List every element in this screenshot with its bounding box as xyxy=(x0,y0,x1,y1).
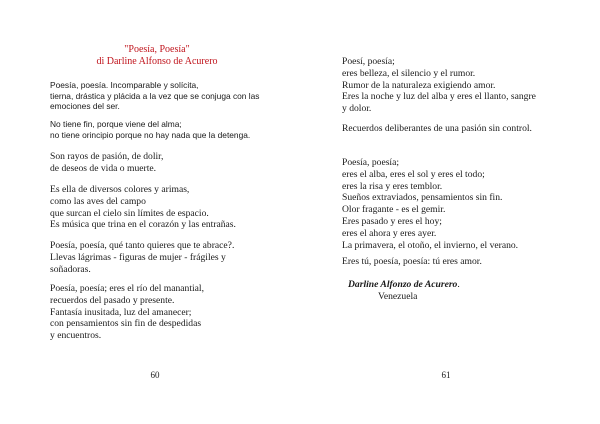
signature-name: Darline Alfonzo de Acurero xyxy=(348,279,458,290)
intro-paragraph-2: No tiene fin, porque viene del alma; no tiene orincipio porque no hay nada que la detenga. xyxy=(50,119,251,140)
stanza-8: Eres tú, poesía, poesía: tú eres amor. xyxy=(342,256,482,267)
stanza-5: Poesí, poesía; eres belleza, el silencio y el rumor. Rumor de la naturaleza exigiendo amor. Eres la noche y luz del alba y eres el llanto, sangre y dolor. xyxy=(342,56,536,115)
poem-title: "Poesía, Poesía" xyxy=(124,44,190,55)
stanza-1: Son rayos de pasión, de dolir, de deseos de vida o muerte. xyxy=(50,151,164,174)
poem-author-line: di Darline Alfonso de Acurero xyxy=(96,56,218,67)
intro-paragraph-1: Poesía, poesía. Incomparable y solícita, tierna, drástica y plácida a la vez que se conjuga con las emociones del ser. xyxy=(50,80,260,112)
right-page xyxy=(300,0,600,424)
page-number: 60 xyxy=(150,370,160,380)
signature-country: Venezuela xyxy=(378,291,418,302)
stanza-4: Poesía, poesía; eres el río del manantial, recuerdos del pasado y presente. Fantasía inusitada, luz del amanecer; con pensamientos sin fin de despedidas y encuentros. xyxy=(50,283,204,342)
stanza-3: Poesía, poesía, qué tanto quieres que te abrace?. Llevas lágrimas - figuras de mujer - frágiles y soñadoras. xyxy=(50,240,235,275)
page-number: 61 xyxy=(441,370,451,380)
stanza-6: Recuerdos deliberantes de una pasión sin control. xyxy=(342,123,532,134)
stanza-7: Poesía, poesía; eres el alba, eres el sol y eres el todo; eres la risa y eres temblor. Sueños extraviados, pensamientos sin fin. Olor fragante - es el gemir. Eres pasado y eres el hoy; eres el ahora y eres ayer. La primavera, el otoño, el invierno, el verano. xyxy=(342,157,519,251)
stanza-2: Es ella de diversos colores y arimas, como las aves del campo que surcan el cielo sin límites de espacio. Es música que trina en el corazón y las entrañas. xyxy=(50,184,236,231)
signature: Darline Alfonzo de Acurero. xyxy=(348,279,460,290)
